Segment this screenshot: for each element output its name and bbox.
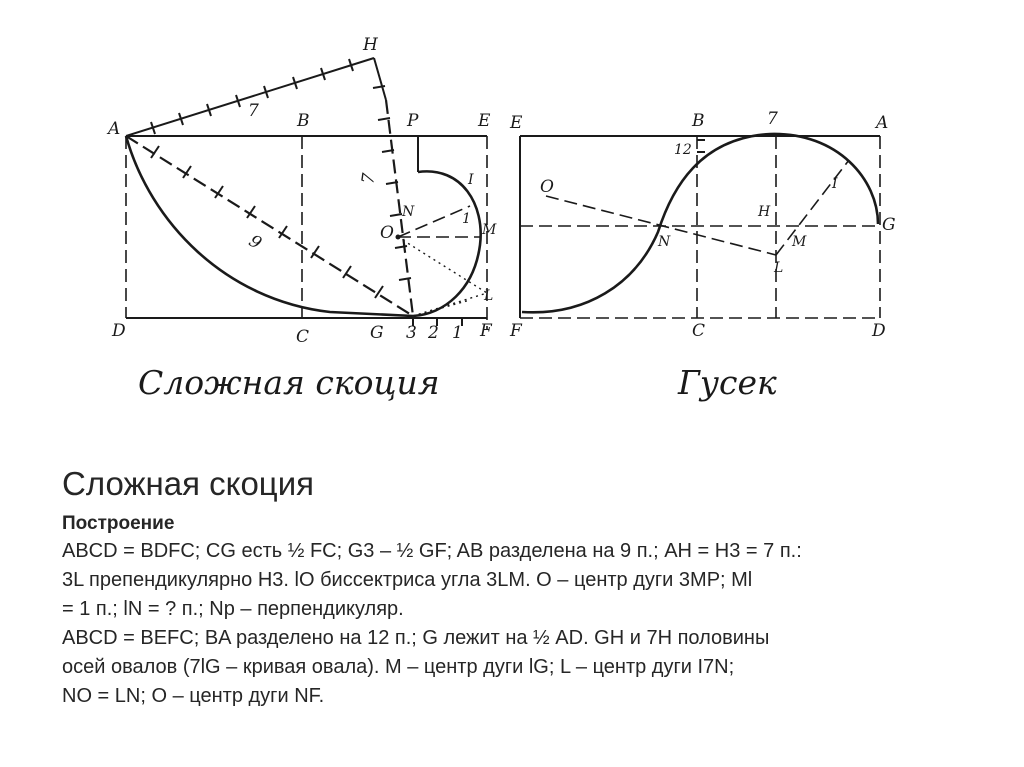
label-num3: 3	[406, 323, 417, 343]
cyma-caption: Гусек	[678, 363, 777, 402]
text-line: ABCD = BDFC; CG есть ½ FC; G3 – ½ GF; AB разделена на 9 п.; AH = H3 = 7 п.:	[62, 540, 802, 562]
scotia-small-arc	[413, 171, 481, 316]
ba-ticks	[697, 140, 705, 152]
label-c-right: C	[692, 321, 706, 341]
description-block	[62, 462, 962, 711]
label-i-right: I	[832, 176, 838, 192]
line-3l	[413, 293, 487, 316]
label-seg7-vertical: 7	[358, 171, 380, 186]
label-o: O	[380, 223, 394, 243]
label-i: I	[468, 172, 474, 188]
line-h3-top	[374, 58, 386, 100]
label-p: P	[407, 111, 419, 131]
point-o	[396, 235, 401, 240]
text-line: = 1 п.; lN = ? п.; Np – перпендикуляр.	[62, 598, 404, 620]
slide-title: Сложная скоция	[62, 465, 314, 502]
label-a-right: A	[876, 113, 889, 133]
label-f: F	[480, 321, 492, 341]
cyma-curve	[522, 134, 878, 312]
text-line: NO = LN; O – центр дуги NF.	[62, 685, 325, 707]
label-one: 1	[462, 211, 471, 227]
label-l-right: L	[774, 260, 784, 276]
label-m: M	[482, 222, 497, 238]
label-c: C	[296, 327, 310, 347]
label-f-right: F	[510, 321, 522, 341]
label-twelve: 12	[674, 142, 692, 158]
line-li	[776, 160, 849, 255]
line-ah	[126, 58, 374, 136]
label-e: E	[478, 111, 491, 131]
label-seven-right: 7	[767, 109, 778, 129]
label-d: D	[112, 321, 126, 341]
text-line: ABCD = BEFC; BA разделено на 12 п.; G лежит на ½ AD. GH и 7H половины	[62, 627, 770, 649]
label-num2: 2	[428, 323, 439, 343]
label-l: L	[484, 288, 494, 304]
scotia-figure	[106, 35, 497, 402]
line-ol	[398, 237, 487, 293]
label-a: A	[108, 119, 121, 139]
label-b-right: B	[692, 111, 705, 131]
scotia-caption: Сложная скоция	[138, 363, 440, 402]
label-e-right: E	[510, 113, 523, 133]
label-h: H	[363, 35, 378, 55]
label-h-right: H	[758, 204, 771, 220]
label-n: N	[402, 204, 415, 220]
label-b: B	[297, 111, 310, 131]
line-a3	[126, 136, 413, 316]
label-seg7: 7	[248, 101, 259, 121]
label-num1: 1	[452, 323, 463, 343]
label-n-right: N	[658, 234, 671, 250]
label-seg9: 9	[245, 231, 265, 254]
label-g: G	[370, 323, 384, 343]
label-d-right: D	[872, 321, 886, 341]
cyma-figure	[509, 109, 896, 402]
label-o-right: O	[540, 177, 554, 197]
text-line: 3L препендикулярно H3. lO биссектриса угла 3LM. O – центр дуги 3MP; Ml	[62, 569, 753, 591]
text-line: осей овалов (7lG – кривая овала). M – центр дуги lG; L – центр дуги I7N;	[62, 656, 735, 678]
label-g-right: G	[882, 215, 896, 235]
slide-subtitle: Построение	[62, 513, 175, 534]
label-m-right: M	[792, 234, 807, 250]
